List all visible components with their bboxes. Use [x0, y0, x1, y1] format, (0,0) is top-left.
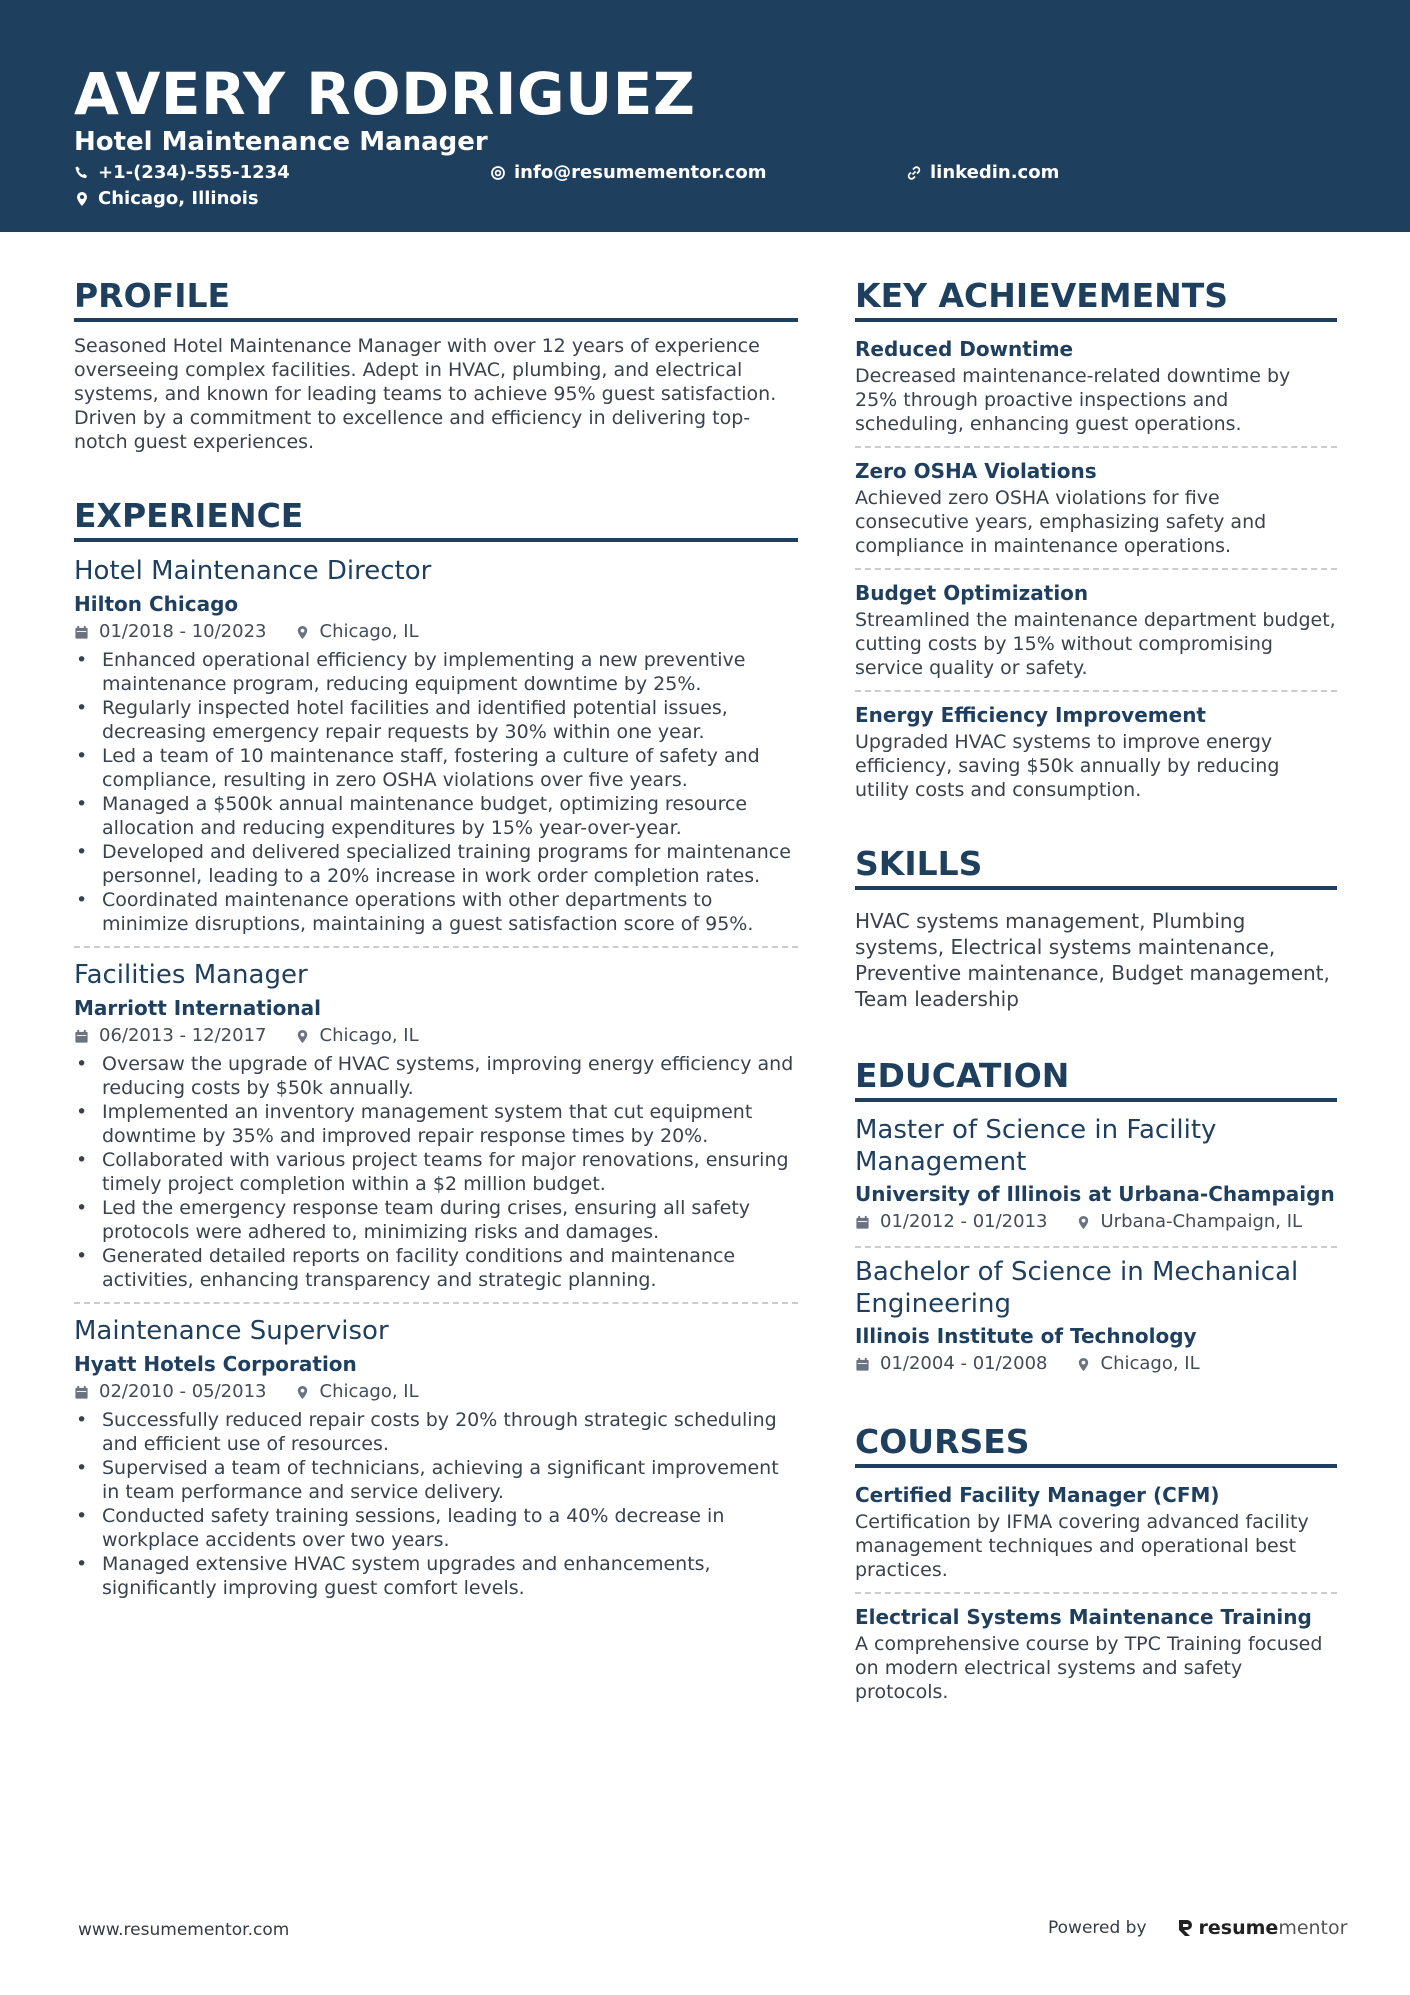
job-company: Hyatt Hotels Corporation [74, 1352, 357, 1376]
job-company: Marriott International [74, 996, 321, 1020]
achievement-title: Reduced Downtime [855, 337, 1074, 361]
job-entry [74, 1302, 798, 1610]
job-bullet: • Oversaw the upgrade of HVAC systems, improving energy efficiency and reducing costs by $50k annually. [74, 1052, 798, 1100]
profile-text: Seasoned Hotel Maintenance Manager with over 12 years of experience overseeing complex facilities. Adept in HVAC, plumbing, and electrical systems, and known for leading teams to achieve 95% guest satisfaction. Driven by a commitment to excellence and efficiency in delivering top-notch guest experiences. [74, 335, 777, 453]
achievements-list [855, 334, 1337, 812]
experience-heading: EXPERIENCE [74, 494, 798, 542]
link-icon [906, 165, 922, 181]
education-meta [855, 1350, 1337, 1378]
calendar-icon [855, 1357, 870, 1372]
candidate-title: Hotel Maintenance Manager [74, 127, 488, 157]
job-bullet: • Collaborated with various project teams for major renovations, ensuring timely project completion within a $2 million budget. [74, 1148, 798, 1196]
education-item [855, 1114, 1337, 1246]
education-school: University of Illinois at Urbana-Champaign [855, 1182, 1335, 1206]
skills-heading: SKILLS [855, 842, 1337, 890]
job-bullet: • Led a team of 10 maintenance staff, fostering a culture of safety and compliance, resulting in zero OSHA violations over five years. [74, 744, 798, 792]
calendar-icon [74, 1385, 89, 1400]
job-title: Maintenance Supervisor [74, 1316, 389, 1346]
candidate-name: AVERY RODRIGUEZ [74, 60, 696, 128]
job-bullet: • Supervised a team of technicians, achieving a significant improvement in team performance and service delivery. [74, 1456, 798, 1504]
resumementor-logo-icon [1177, 1918, 1193, 1938]
job-dates: 02/2010 - 05/2013 [99, 1381, 267, 1402]
calendar-icon [74, 1029, 89, 1044]
job-location: Chicago, IL [319, 621, 419, 642]
phone-text: +1-(234)-555-1234 [98, 162, 290, 183]
job-bullet: • Managed a $500k annual maintenance budget, optimizing resource allocation and reducing expenditures by 15% year-over-year. [74, 792, 798, 840]
job-bullet: • Enhanced operational efficiency by implementing a new preventive maintenance program, reducing equipment downtime by 25%. [74, 648, 798, 696]
contact-location [74, 186, 259, 212]
contact-linkedin[interactable] [906, 160, 1059, 186]
linkedin-text: linkedin.com [930, 162, 1060, 183]
left-column [74, 274, 798, 1610]
footer-website[interactable]: www.resumementor.com [78, 1920, 290, 1940]
job-meta [74, 1378, 798, 1406]
achievement-item [855, 690, 1337, 812]
job-bullet: • Managed extensive HVAC system upgrades and enhancements, significantly improving guest comfort levels. [74, 1552, 798, 1600]
education-dates: 01/2012 - 01/2013 [880, 1211, 1048, 1232]
job-title: Hotel Maintenance Director [74, 556, 432, 586]
achievement-title: Energy Efficiency Improvement [855, 703, 1206, 727]
location-pin-icon [1076, 1215, 1091, 1230]
job-bullet: • Implemented an inventory management system that cut equipment downtime by 35% and improved repair response times by 20%. [74, 1100, 798, 1148]
contact-phone[interactable] [74, 160, 290, 186]
job-meta [74, 618, 798, 646]
achievement-title: Zero OSHA Violations [855, 459, 1097, 483]
education-item [855, 1246, 1337, 1388]
job-entry [74, 554, 798, 946]
education-dates: 01/2004 - 01/2008 [880, 1353, 1048, 1374]
course-title: Electrical Systems Maintenance Training [855, 1605, 1312, 1629]
email-text: info@resumementor.com [514, 162, 767, 183]
brand-bold: resume [1198, 1917, 1279, 1939]
education-school: Illinois Institute of Technology [855, 1324, 1197, 1348]
courses-list [855, 1480, 1337, 1714]
job-company: Hilton Chicago [74, 592, 239, 616]
location-pin-icon [74, 191, 90, 207]
education-degree: Master of Science in Facility Management [855, 1115, 1217, 1177]
achievement-item [855, 334, 1337, 446]
job-title: Facilities Manager [74, 960, 308, 990]
phone-icon [74, 165, 90, 181]
job-bullet: • Developed and delivered specialized training programs for maintenance personnel, leading to a 20% increase in work order completion rates. [74, 840, 798, 888]
footer-powered [1048, 1914, 1347, 1942]
course-item [855, 1480, 1337, 1592]
right-column [855, 274, 1337, 1714]
powered-by-text: Powered by [1048, 1918, 1147, 1938]
header [0, 0, 1410, 232]
job-bullet: • Successfully reduced repair costs by 20% through strategic scheduling and efficient use of resources. [74, 1408, 798, 1456]
contact-email[interactable] [490, 160, 766, 186]
at-icon [490, 165, 506, 181]
location-pin-icon [295, 1385, 310, 1400]
course-text: Certification by IFMA covering advanced facility management techniques and operational best practices. [855, 1511, 1309, 1581]
job-bullets [74, 1052, 798, 1292]
job-meta [74, 1022, 798, 1050]
achievements-heading: KEY ACHIEVEMENTS [855, 274, 1337, 322]
education-location: Chicago, IL [1100, 1353, 1200, 1374]
job-entry [74, 946, 798, 1302]
education-degree: Bachelor of Science in Mechanical Engineering [855, 1257, 1299, 1319]
achievement-text: Decreased maintenance-related downtime by 25% through proactive inspections and scheduling, enhancing guest operations. [855, 365, 1291, 435]
job-bullets [74, 648, 798, 936]
job-location: Chicago, IL [319, 1025, 419, 1046]
courses-heading: COURSES [855, 1420, 1337, 1468]
calendar-icon [855, 1215, 870, 1230]
job-bullet: • Conducted safety training sessions, leading to a 40% decrease in workplace accidents over two years. [74, 1504, 798, 1552]
achievement-item [855, 568, 1337, 690]
education-location: Urbana-Champaign, IL [1100, 1211, 1303, 1232]
profile-heading: PROFILE [74, 274, 798, 322]
location-pin-icon [295, 1029, 310, 1044]
job-dates: 06/2013 - 12/2017 [99, 1025, 267, 1046]
course-item [855, 1592, 1337, 1714]
location-pin-icon [1076, 1357, 1091, 1372]
job-bullet: • Led the emergency response team during crises, ensuring all safety protocols were adhered to, minimizing risks and damages. [74, 1196, 798, 1244]
achievement-text: Upgraded HVAC systems to improve energy efficiency, saving $50k annually by reducing utility costs and consumption. [855, 731, 1280, 801]
location-text: Chicago, Illinois [98, 188, 259, 209]
job-bullet: • Generated detailed reports on facility conditions and maintenance activities, enhancing transparency and strategic planning. [74, 1244, 798, 1292]
job-bullet: • Coordinated maintenance operations with other departments to minimize disruptions, maintaining a guest satisfaction score of 95%. [74, 888, 798, 936]
course-text: A comprehensive course by TPC Training focused on modern electrical systems and safety protocols. [855, 1633, 1323, 1703]
location-pin-icon [295, 625, 310, 640]
education-meta [855, 1208, 1337, 1236]
skills-text: HVAC systems management, Plumbing systems, Electrical systems maintenance, Preventive maintenance, Budget management, Team leadership [855, 909, 1330, 1011]
job-location: Chicago, IL [319, 1381, 419, 1402]
calendar-icon [74, 625, 89, 640]
job-bullets [74, 1408, 798, 1600]
job-dates: 01/2018 - 10/2023 [99, 621, 267, 642]
achievement-title: Budget Optimization [855, 581, 1089, 605]
achievement-item [855, 446, 1337, 568]
education-heading: EDUCATION [855, 1054, 1337, 1102]
achievement-text: Achieved zero OSHA violations for five consecutive years, emphasizing safety and compliance in maintenance operations. [855, 487, 1267, 557]
achievement-text: Streamlined the maintenance department budget, cutting costs by 15% without compromising service quality or safety. [855, 609, 1336, 679]
course-title: Certified Facility Manager (CFM) [855, 1483, 1220, 1507]
brand-light: mentor [1278, 1917, 1348, 1939]
brand-logo[interactable] [1177, 1914, 1348, 1942]
job-bullet: • Regularly inspected hotel facilities and identified potential issues, decreasing emergency repair requests by 30% within one year. [74, 696, 798, 744]
